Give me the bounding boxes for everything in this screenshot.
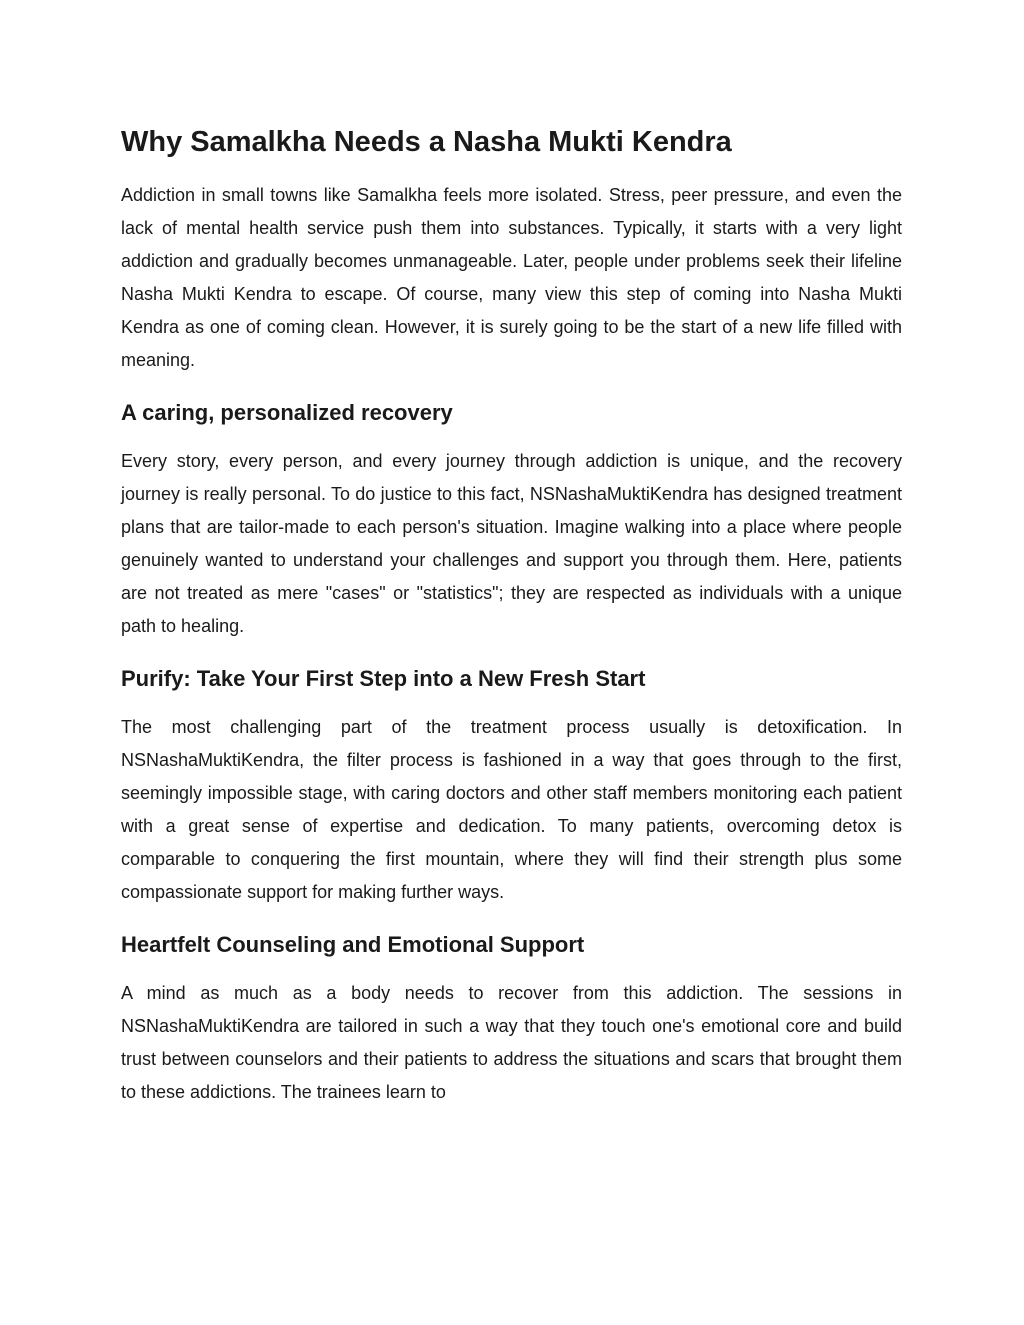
document-title: Why Samalkha Needs a Nasha Mukti Kendra (121, 126, 732, 158)
section-heading-personalized-recovery: A caring, personalized recovery (121, 400, 453, 425)
document-page (121, 118, 902, 1127)
section-body-purify: The most challenging part of the treatment process usually is detoxification. In NSNashaMuktiKendra, the filter process is fashioned in a way that goes through to the first, seemingly impossible stage, with caring doctors and other staff members monitoring each patient with a great sense of expertise and dedication. To many patients, overcoming detox is comparable to conquering the first mountain, where they will find their strength plus some compassionate support for making further ways. (121, 717, 902, 902)
section-body-counseling: A mind as much as a body needs to recover from this addiction. The sessions in NSNashaMuktiKendra are tailored in such a way that they touch one's emotional core and build trust between counselors and their patients to address the situations and scars that brought them to these addictions. The trainees learn to (121, 983, 902, 1102)
section-heading-counseling: Heartfelt Counseling and Emotional Support (121, 932, 585, 957)
section-body-personalized-recovery: Every story, every person, and every journey through addiction is unique, and the recovery journey is really personal. To do justice to this fact, NSNashaMuktiKendra has designed treatment plans that are tailor-made to each person's situation. Imagine walking into a place where people genuinely wanted to understand your challenges and support you through them. Here, patients are not treated as mere "cases" or "statistics"; they are respected as individuals with a unique path to healing. (121, 451, 902, 636)
intro-paragraph: Addiction in small towns like Samalkha feels more isolated. Stress, peer pressure, and even the lack of mental health service push them into substances. Typically, it starts with a very light addiction and gradually becomes unmanageable. Later, people under problems seek their lifeline Nasha Mukti Kendra to escape. Of course, many view this step of coming into Nasha Mukti Kendra as one of coming clean. However, it is surely going to be the start of a new life filled with meaning. (121, 185, 902, 370)
section-heading-purify: Purify: Take Your First Step into a New Fresh Start (121, 666, 646, 691)
